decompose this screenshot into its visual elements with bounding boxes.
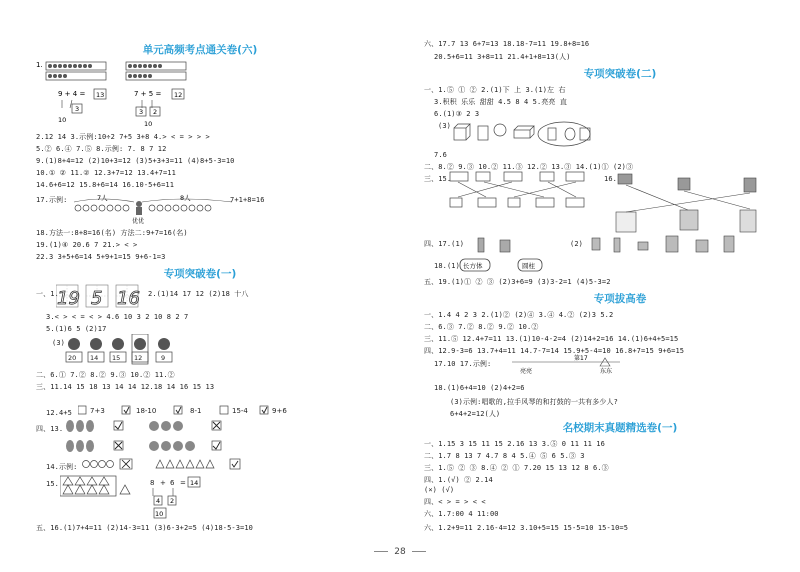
answer-label: 四、13. xyxy=(36,425,64,433)
cube-matching-illustration xyxy=(448,170,598,212)
answer-line: 一、1.⑤ ① ② 2.(1)下 上 3.(1)左 右 xyxy=(424,86,566,94)
queue-right-count: 8人 xyxy=(180,194,191,202)
answer-line: 7.6 xyxy=(434,151,447,159)
written-digit: 19 xyxy=(57,288,80,308)
diagram-label: 东东 xyxy=(600,368,613,375)
answer-line: 二、6.① 7.② 8.② 9.③ 10.② 11.② xyxy=(36,371,175,379)
card-label: 长方体 xyxy=(463,262,483,270)
answer-line: 五、16.(1)7+4=11 (2)14-3=11 (3)6-3+2=5 (4)18-5-3=10 xyxy=(36,524,253,532)
svg-text:1.: 1. xyxy=(36,61,43,69)
equation-term: 8 xyxy=(150,479,155,487)
svg-text:10: 10 xyxy=(58,116,67,124)
answer-line: 六、17.7 13 6+7=13 18.18-7=11 19.8+8=16 xyxy=(424,40,590,48)
section-title: 名校期末真题精选卷(一) xyxy=(562,422,678,434)
section-title: 单元高频考点通关卷(六) xyxy=(142,44,258,56)
answer-line: 22.3 3+5+6=14 5+9+1=15 9+6-1=3 xyxy=(36,253,166,261)
answer-label: (3) xyxy=(52,339,65,347)
answer-line: 3.< > < = < > 4.6 10 3 2 10 8 2 7 xyxy=(46,313,189,321)
fruit-grouping-illustration xyxy=(62,418,252,458)
equation-term: 14 xyxy=(190,479,199,487)
answer-label: 16. xyxy=(604,175,617,183)
comparison-item: 7+3 xyxy=(90,407,105,415)
comparison-item: 9+6 xyxy=(272,407,287,415)
comparison-checkbox-row xyxy=(78,404,298,418)
svg-text:9 + 4 =: 9 + 4 = xyxy=(58,90,86,98)
equation-term: = xyxy=(180,479,186,487)
containers-pair-1 xyxy=(470,236,530,256)
answer-line: 18.(1)6+4=10 (2)4+2=6 xyxy=(434,384,525,392)
answer-line: 二、6.③ 7.② 8.② 9.② 10.② xyxy=(424,323,539,331)
answer-line: 六、1.7:00 4 11:00 xyxy=(424,510,499,518)
solid-shapes-row xyxy=(452,120,612,150)
svg-text:3: 3 xyxy=(139,108,144,116)
answer-label: 一、1. xyxy=(36,290,59,298)
queue-left-count: 7人 xyxy=(97,194,108,202)
answer-line: 四、< > = > < < xyxy=(424,498,486,506)
written-digit: 16 xyxy=(117,288,140,308)
answer-line: 四、1.(√) ② 2.14 xyxy=(424,476,493,484)
answer-line: 3.积积 乐乐 甜甜 4.5 8 4 5.亮亮 直 xyxy=(434,98,567,106)
section-title: 专项突破卷(二) xyxy=(583,68,657,80)
answer-line: 5.② 6.④ 7.⑤ 8.示例: 7. 8 7 12 xyxy=(36,145,167,153)
answer-line: 19.(1)④ 20.6 7 21.> < > xyxy=(36,241,138,249)
triangle-addition-illustration xyxy=(60,474,220,524)
written-digit: 5 xyxy=(91,288,103,308)
answer-line: 四、12.9-3=6 13.7+4=11 14.7-7=14 15.9+5-4=10 16.8+7=15 9+6=15 xyxy=(424,347,685,355)
counting-frame-illustration xyxy=(36,60,206,130)
comparison-item: 15-4 xyxy=(232,407,248,415)
svg-text:2: 2 xyxy=(153,108,158,116)
bead-count: 9 xyxy=(161,354,166,362)
svg-text:13: 13 xyxy=(96,91,105,99)
answer-line: 一、1.4 4 2 3 2.(1)② (2)④ 3.④ 4.② (2)3 5.2 xyxy=(424,311,614,319)
answer-line: 5.(1)6 5 (2)17 xyxy=(46,325,107,333)
page-number: 28 xyxy=(394,547,406,557)
svg-text:7 + 5 =: 7 + 5 = xyxy=(134,90,162,98)
object-matching-illustration xyxy=(610,172,780,236)
answer-line: 三、11.14 15 18 13 14 14 12.18 14 16 15 13 xyxy=(36,383,215,391)
comparison-item: 8-1 xyxy=(190,407,202,415)
section-title: 专项拔高卷 xyxy=(593,293,647,305)
answer-line: 六、1.2+9=11 2.16-4=12 3.10+5=15 15-5=10 15-10=5 xyxy=(424,524,629,532)
answer-label: 15. xyxy=(46,480,59,488)
answer-line: 18.方法一:8+8=16(名) 方法二:9+7=16(名) xyxy=(36,229,188,237)
digit-writing-grid xyxy=(56,284,146,308)
shape-name-cards xyxy=(458,257,558,275)
answer-line: 二、8.② 9.③ 10.② 11.③ 12.② 13.③ 14.(1)① (2)③ xyxy=(424,163,634,171)
answer-label: 18.(1) xyxy=(434,262,460,270)
answer-line: 17.10 17.示例: xyxy=(434,360,492,368)
svg-text:10: 10 xyxy=(155,510,164,518)
answer-line: 一、1.15 3 15 11 15 2.16 13 3.⑤ 0 11 11 16 xyxy=(424,440,605,448)
equation-term: + xyxy=(160,479,166,487)
answer-label: 17.示例: xyxy=(36,196,68,204)
answer-label: 三、15. xyxy=(424,175,452,183)
answer-line: (3)示例:唱歌的,拉手风琴的和打鼓的一共有多少人? xyxy=(450,398,618,406)
bead-count: 12 xyxy=(134,354,143,362)
svg-text:4: 4 xyxy=(156,497,161,505)
shape-pattern-row xyxy=(82,458,252,470)
svg-text:12: 12 xyxy=(174,91,183,99)
bead-count: 14 xyxy=(90,354,99,362)
answer-line: 三、11.⑤ 12.4+7=11 13.(1)10-4-2=4 (2)14+2=16 14.(1)6+4+5=15 xyxy=(424,335,679,343)
svg-text:10: 10 xyxy=(144,120,153,128)
answer-label: (3) xyxy=(438,122,451,130)
answer-line: 三、1.⑤ ② ③ 8.④ ② ① 7.20 15 13 12 8 6.③ xyxy=(424,464,609,472)
answer-line: 2.(1)14 17 12 (2)18 十八 xyxy=(148,290,249,298)
answer-label: 14.示例: xyxy=(46,463,78,471)
answer-label: (2) xyxy=(570,240,583,248)
bead-count-illustration xyxy=(62,334,192,366)
answer-line: 2.12 14 3.示例:10÷2 7+5 3+8 4.> < = > > > xyxy=(36,133,210,141)
card-label: 圆柱 xyxy=(522,262,535,270)
bead-count: 15 xyxy=(112,354,121,362)
answer-line: 6+4+2=12(人) xyxy=(450,410,501,418)
answer-line: 五、19.(1)① ② ③ (2)3+6=9 (3)3-2=1 (4)5-3=2 xyxy=(424,278,611,286)
answer-label: 四、17.(1) xyxy=(424,240,465,248)
page-footer xyxy=(0,547,800,557)
right-column xyxy=(400,0,800,572)
svg-text:2: 2 xyxy=(170,497,175,505)
comparison-item: 18-10 xyxy=(136,407,157,415)
footer-rule xyxy=(412,551,426,552)
answer-line: 6.(1)③ 2 3 xyxy=(434,110,480,118)
bead-count: 20 xyxy=(68,354,77,362)
answer-line: 二、1.7 8 13 7 4.7 8 4 5.④ ⑤ 6 5.③ 3 xyxy=(424,452,585,460)
svg-text:3: 3 xyxy=(75,105,80,113)
footer-rule xyxy=(374,551,388,552)
answer-line: 7+1+8=16 xyxy=(230,196,265,204)
queue-child-name: 优优 xyxy=(132,218,145,224)
line-diagram xyxy=(510,354,630,376)
containers-pair-2 xyxy=(584,232,774,258)
answer-line: 20.5+6=11 3+8=11 21.4+1+8=13(人) xyxy=(434,53,571,61)
answer-line: 10.① ② 11.② 12.3+7=12 13.4+7=11 xyxy=(36,169,176,177)
answer-label: 12.4+5 xyxy=(46,409,72,417)
section-title: 专项突破卷(一) xyxy=(163,268,237,280)
diagram-label: 第17 xyxy=(574,355,588,362)
diagram-label: 亮亮 xyxy=(520,368,533,375)
equation-term: 6 xyxy=(170,479,175,487)
answer-line: 9.(1)8+4=12 (2)10+3=12 (3)5+3+3=11 (4)8+5-3=10 xyxy=(36,157,235,165)
answer-line: 14.6+6=12 15.8+6=14 16.10-5+6=11 xyxy=(36,181,175,189)
answer-line: (×) (√) xyxy=(424,486,455,494)
